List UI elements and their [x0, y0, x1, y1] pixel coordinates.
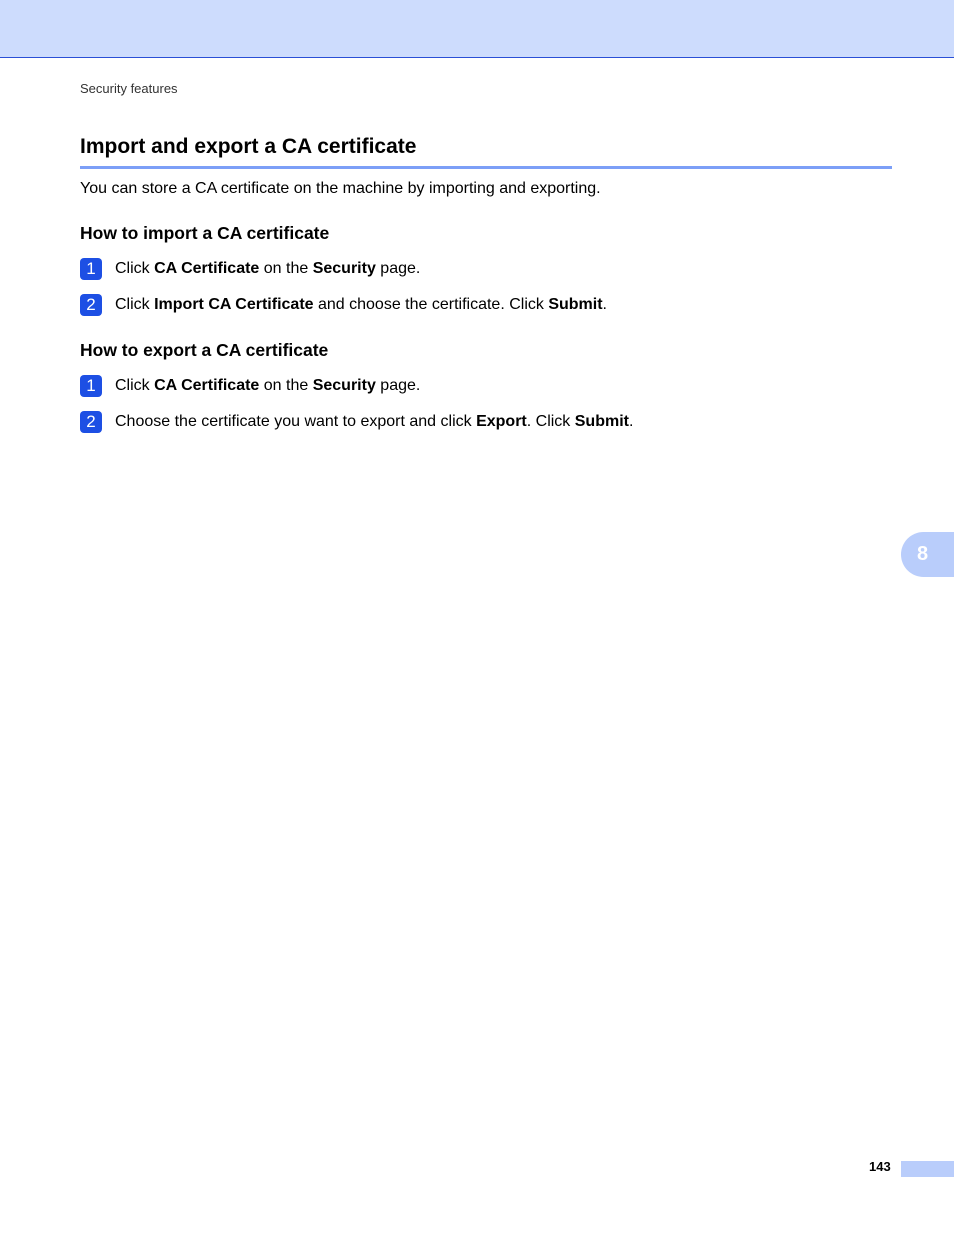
export-heading: How to export a CA certificate [80, 340, 329, 360]
import-heading: How to import a CA certificate [80, 223, 330, 243]
section-intro: You can store a CA certificate on the machine by importing and exporting. [80, 180, 601, 197]
import-step-2 [80, 294, 607, 316]
step-number-badge: 2 [80, 411, 102, 433]
import-step-1 [80, 258, 420, 280]
top-header-band [0, 0, 954, 58]
section-title-rule [80, 166, 892, 169]
step-text: Choose the certificate you want to export and click Export. Click Submit. [115, 413, 634, 430]
step-text: Click CA Certificate on the Security page. [115, 260, 421, 277]
section-title: Import and export a CA certificate [80, 135, 417, 158]
step-number-badge: 1 [80, 258, 102, 280]
step-text: Click Import CA Certificate and choose the certificate. Click Submit. [115, 296, 607, 313]
page-number: 143 [869, 1159, 891, 1174]
export-step-2 [80, 411, 633, 433]
running-header: Security features [80, 81, 178, 96]
chapter-tab: 8 [901, 532, 954, 577]
step-number-badge: 1 [80, 375, 102, 397]
footer-bar [901, 1161, 954, 1177]
export-step-1 [80, 375, 420, 397]
step-number-badge: 2 [80, 294, 102, 316]
step-text: Click CA Certificate on the Security page. [115, 377, 421, 394]
